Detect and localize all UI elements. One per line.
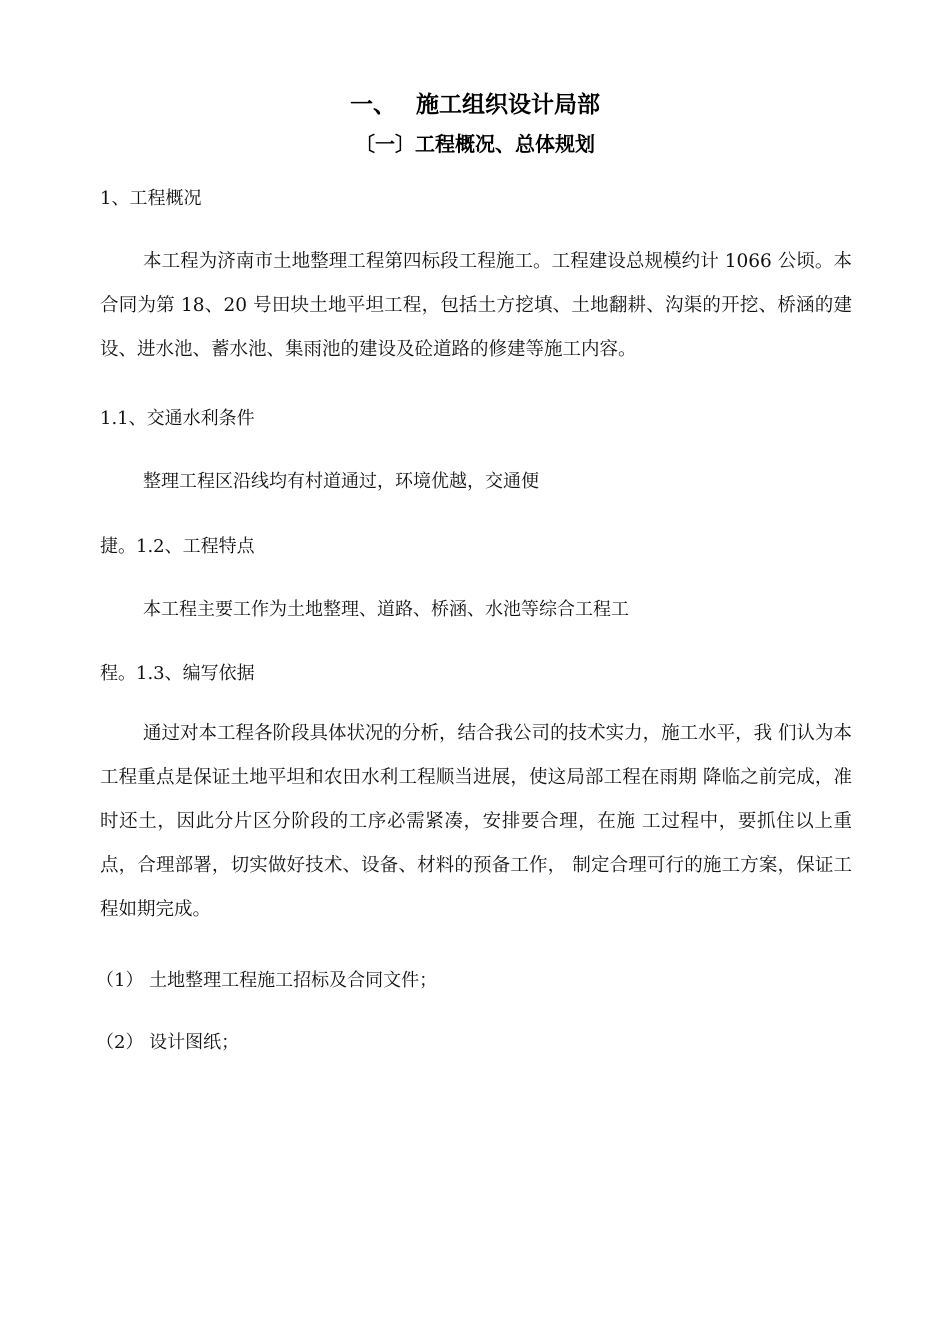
subtitle: 〔一〕工程概况、总体规划 [355,132,595,156]
basis-list-item: （2） 设计图纸； [96,1032,240,1053]
paragraph-features: 本工程主要工作为土地整理、道路、桥涵、水池等综合工程工 [143,599,629,620]
paragraph-traffic: 整理工程区沿线均有村道通过，环境优越，交通便 [143,471,539,492]
basis-list-item: （1） 土地整理工程施工招标及合同文件； [96,970,438,991]
section-heading-basis: 程。1.3、编写依据 [100,663,255,684]
section-heading-features: 捷。1.2、工程特点 [100,536,255,557]
main-title-text: 施工组织设计局部 [416,92,600,118]
paragraph-overview: 本工程为济南市土地整理工程第四标段工程施工。工程建设总规模约计 1066 公顷。本合同为第 18、20 号田块土地平坦工程，包括土方挖填、土地翻耕、沟渠的开挖、桥涵的建设、进水池、蓄水池、集雨池的建设及砼道路的修建等施工内容。 [100,251,852,360]
paragraph-basis: 通过对本工程各阶段具体状况的分析，结合我公司的技术实力，施工水平，我 们认为本工程重点是保证土地平坦和农田水利工程顺当进展，使这局部工程在雨期 降临之前完成，准时还土，因此分片区分阶段的工序必需紧凑，安排要合理，在施 工过程中，要抓住以上重点，合理部署，切实做好技术、设备、材料的预备工作， 制定合理可行的施工方案，保证工程如期完成。 [100,723,852,920]
main-title [0,86,950,119]
main-title-number: 一、 [350,92,396,118]
section-heading-traffic: 1.1、交通水利条件 [100,408,255,429]
section-heading-overview: 1、工程概况 [100,188,202,209]
